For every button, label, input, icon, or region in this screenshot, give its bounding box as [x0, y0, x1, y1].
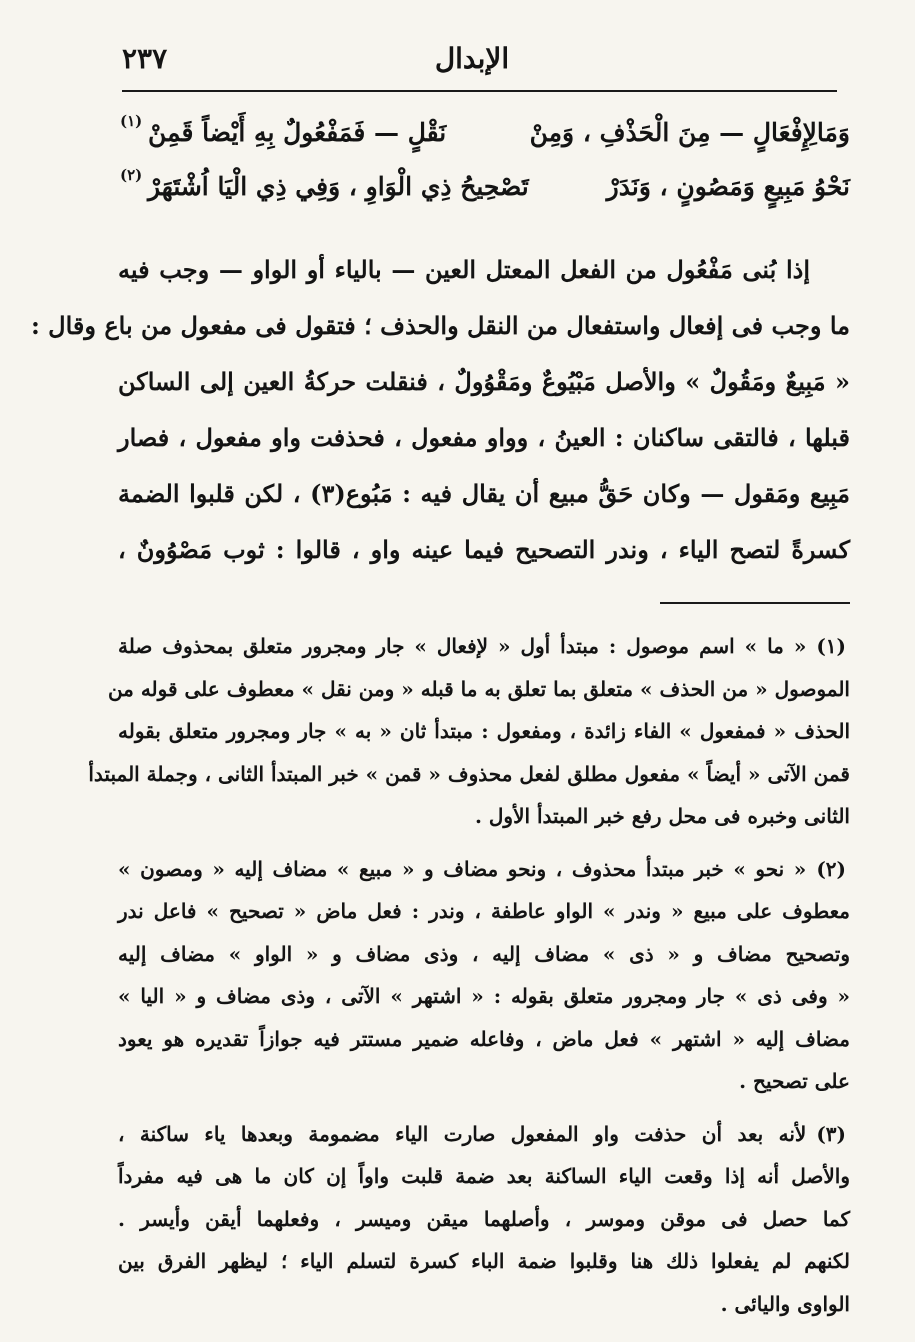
footnote-text: « نحو » خبر مبتدأ محذوف ، ونحو مضاف و « مبيع » مضاف إليه « ومصون » — [118, 856, 807, 881]
prose-line: كسرةً لتصح الياء ، وندر التصحيح فيما عينه واو ، قالوا : ثوب مَصْوُونٌ ، — [118, 535, 850, 564]
footnote-line: على تصحيح . — [739, 1069, 850, 1093]
footnote-line — [118, 848, 850, 891]
footnote-1 — [88, 625, 850, 838]
prose-line: إذا بُنى مَفْعُول من الفعل المعتل العين — بالياء أو الواو — وجب فيه — [118, 255, 810, 284]
footnote-line: والأصل أنه إذا وقعت الياء الساكنة بعد ضمة قلبت واواً إن كان ما هى فيه مفرداً — [118, 1164, 850, 1188]
footnote-line: « وفى ذى » جار ومجرور متعلق بقوله : « اشتهر » الآتى ، وذى مضاف و « اليا » — [118, 984, 850, 1008]
footnote-number: (٢) — [816, 856, 846, 881]
header-rule — [122, 90, 837, 92]
footnote-line: الموصول « من الحذف » متعلق بما تعلق به ما قبله « ومن نقل » معطوف على قوله من — [107, 676, 850, 701]
commentary-paragraph — [30, 242, 851, 578]
footnote-number: (٣) — [816, 1121, 846, 1146]
footnote-line: مضاف إليه « اشتهر » فعل ماض ، وفاعله ضمير مستتر فيه جوازاً تقديره هو يعود — [118, 1026, 850, 1051]
footnote-line: الواوى واليائى . — [720, 1291, 850, 1316]
footnote-separator — [660, 602, 850, 604]
footnote-text: « ما » اسم موصول : مبتدأ أول « لإفعال » جار ومجرور متعلق بمحذوف صلة — [118, 634, 807, 658]
footnote-2 — [118, 848, 850, 1103]
verse-2-first-hemistich: نَحْوُ مَبِيعٍ وَمَصُونٍ ، وَنَدَرْ — [606, 172, 850, 201]
footnote-ref-2: (٢) — [120, 166, 143, 184]
prose-line: مَبِيع ومَقول — وكان حَقُّ مبيع أن يقال فيه : مَبُوع(٣) ، لكن قلبوا الضمة — [118, 479, 851, 508]
footnote-line: قمن الآتى « أيضاً » مفعول مطلق لفعل محذوف « قمن » خبر المبتدأ الثانى ، وجملة المبتدأ — [88, 761, 850, 786]
verse-1-second-hemistich: نَقْلٍ — فَمَفْعُولٌ بِهِ أَيْضاً قَمِنْ — [148, 118, 447, 147]
footnote-line: وتصحيح مضاف و « ذى » مضاف إليه ، وذى مضاف و « الواو » مضاف إليه — [118, 941, 850, 966]
footnote-line — [118, 625, 850, 668]
footnotes — [88, 625, 851, 1335]
page-number: ٢٣٧ — [122, 42, 168, 75]
prose-line: « مَبِيعٌ ومَقُولٌ » والأصل مَبْيُوعٌ ومَقْوُولٌ ، فنقلت حركةُ العين إلى الساكن — [118, 367, 850, 396]
verse-1-first-hemistich: وَمَالِإِفْعَالٍ — مِنَ الْحَذْفِ ، وَمِنْ — [529, 118, 850, 147]
page-header — [122, 38, 822, 88]
footnote-line — [118, 1113, 850, 1156]
verse-2-second-hemistich: تَصْحِيحُ ذِي الْوَاوِ ، وَفِي ذِي الْيَا اُشْتَهَرْ — [148, 172, 529, 201]
footnote-ref-1: (١) — [120, 112, 143, 130]
footnote-line: لكنهم لم يفعلوا ذلك هنا وقلبوا ضمة الباء كسرة لتسلم الياء ؛ ليظهر الفرق بين — [118, 1249, 850, 1273]
footnote-line: معطوف على مبيع « وندر » الواو عاطفة ، وندر : فعل ماض « تصحيح » فاعل ندر — [118, 899, 851, 923]
footnote-line: كما حصل فى موقن وموسر ، وأصلهما ميقن وميسر ، وفعلهما أيقن وأيسر . — [118, 1206, 851, 1231]
footnote-line: الحذف « فمفعول » الفاء زائدة ، ومفعول : مبتدأ ثان « به » جار ومجرور متعلق بقوله — [118, 719, 850, 743]
verse-line-1 — [120, 112, 850, 158]
footnote-number: (١) — [816, 634, 846, 658]
prose-line: قبلها ، فالتقى ساكنان : العينُ ، وواو مفعول ، فحذفت واو مفعول ، فصار — [118, 423, 850, 452]
footnote-3 — [118, 1113, 850, 1326]
footnote-line: الثانى وخبره فى محل رفع خبر المبتدأ الأول . — [474, 804, 850, 828]
prose-line: ما وجب فى إفعال واستفعال من النقل والحذف ؛ فتقول فى مفعول من باع وقال : — [30, 311, 850, 340]
running-title: الإبدال — [434, 42, 510, 75]
verse-line-2 — [120, 166, 850, 212]
footnote-text: لأنه بعد أن حذفت واو المفعول صارت الياء مضمومة وبعدها ياء ساكنة ، — [118, 1121, 807, 1146]
